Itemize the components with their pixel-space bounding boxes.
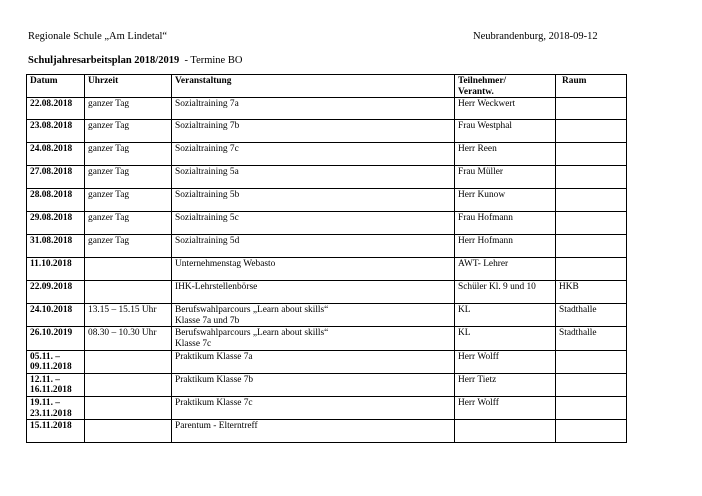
cell-raum <box>556 212 627 235</box>
title-main: Schuljahresarbeitsplan 2018/2019 <box>28 55 180 66</box>
cell-datum-line: 23.11.2018 <box>30 408 72 419</box>
cell-datum <box>27 98 85 120</box>
cell-teilnehmer <box>455 420 556 443</box>
cell-veranstaltung <box>172 304 455 327</box>
cell-raum <box>556 258 627 281</box>
cell-veranstaltung-line: Sozialtraining 7c <box>175 144 239 155</box>
column-header-raum: Raum <box>556 75 627 98</box>
cell-uhrzeit <box>85 350 172 373</box>
cell-raum <box>556 189 627 212</box>
cell-veranstaltung <box>172 120 455 143</box>
cell-uhrzeit <box>85 281 172 304</box>
cell-veranstaltung <box>172 143 455 166</box>
cell-veranstaltung <box>172 98 455 120</box>
table-row <box>27 189 627 212</box>
cell-veranstaltung <box>172 350 455 373</box>
cell-veranstaltung-line: Praktikum Klasse 7c <box>175 397 253 408</box>
cell-uhrzeit: ganzer Tag <box>85 166 172 189</box>
cell-datum-line: 11.10.2018 <box>30 259 72 270</box>
cell-teilnehmer: Herr Hofmann <box>455 235 556 258</box>
table-row <box>27 373 627 396</box>
table-row <box>27 304 627 327</box>
cell-uhrzeit: ganzer Tag <box>85 143 172 166</box>
cell-veranstaltung-line: Unternehmenstag Webasto <box>175 259 276 270</box>
cell-teilnehmer: Frau Müller <box>455 166 556 189</box>
cell-veranstaltung <box>172 327 455 350</box>
cell-raum <box>556 143 627 166</box>
table-row <box>27 258 627 281</box>
cell-uhrzeit: ganzer Tag <box>85 189 172 212</box>
cell-datum <box>27 327 85 350</box>
cell-veranstaltung-line: Sozialtraining 5d <box>175 236 240 247</box>
cell-datum <box>27 143 85 166</box>
cell-datum-line: 05.11. – <box>30 351 60 362</box>
cell-teilnehmer: Frau Westphal <box>455 120 556 143</box>
table-header-row <box>27 75 627 98</box>
cell-raum <box>556 373 627 396</box>
cell-uhrzeit: ganzer Tag <box>85 212 172 235</box>
cell-datum <box>27 120 85 143</box>
schedule-table <box>26 74 627 443</box>
table-row <box>27 281 627 304</box>
cell-datum <box>27 281 85 304</box>
cell-datum-line: 24.08.2018 <box>30 144 73 155</box>
cell-raum <box>556 120 627 143</box>
cell-datum <box>27 373 85 396</box>
cell-veranstaltung <box>172 373 455 396</box>
cell-datum-line: 29.08.2018 <box>30 213 73 224</box>
cell-teilnehmer: KL <box>455 327 556 350</box>
cell-teilnehmer: Herr Tietz <box>455 373 556 396</box>
table-row <box>27 235 627 258</box>
cell-datum-line: 22.08.2018 <box>30 99 73 110</box>
cell-datum <box>27 235 85 258</box>
cell-datum <box>27 212 85 235</box>
cell-veranstaltung <box>172 235 455 258</box>
cell-datum <box>27 304 85 327</box>
cell-veranstaltung-line: Sozialtraining 7b <box>175 121 240 132</box>
table-row <box>27 120 627 143</box>
cell-veranstaltung <box>172 258 455 281</box>
cell-veranstaltung-line: Klasse 7a und 7b <box>175 315 240 326</box>
cell-datum-line: 26.10.2019 <box>30 328 73 339</box>
cell-teilnehmer: Schüler Kl. 9 und 10 <box>455 281 556 304</box>
cell-veranstaltung <box>172 396 455 419</box>
table-row <box>27 327 627 350</box>
cell-veranstaltung <box>172 166 455 189</box>
cell-veranstaltung-line: Sozialtraining 5c <box>175 213 239 224</box>
table-body <box>27 98 627 443</box>
cell-datum <box>27 189 85 212</box>
cell-uhrzeit <box>85 373 172 396</box>
cell-teilnehmer: Herr Weckwert <box>455 98 556 120</box>
table-row <box>27 420 627 443</box>
cell-datum-line: 22.09.2018 <box>30 282 73 293</box>
cell-veranstaltung-line: Sozialtraining 7a <box>175 99 239 110</box>
column-header-teilnehmer-line1: Teilnehmer/ <box>458 76 507 86</box>
cell-raum <box>556 235 627 258</box>
cell-veranstaltung-line: Parentum - Elterntreff <box>175 421 258 432</box>
cell-teilnehmer: Herr Reen <box>455 143 556 166</box>
cell-veranstaltung-line: Sozialtraining 5b <box>175 190 240 201</box>
cell-datum-line: 23.08.2018 <box>30 121 73 132</box>
cell-raum <box>556 396 627 419</box>
cell-teilnehmer: AWT- Lehrer <box>455 258 556 281</box>
cell-veranstaltung-line: Berufswahlparcours „Learn about skills“ <box>175 305 329 316</box>
cell-teilnehmer: Herr Kunow <box>455 189 556 212</box>
title-suffix: - Termine BO <box>179 55 243 66</box>
cell-datum-line: 27.08.2018 <box>30 167 73 178</box>
cell-veranstaltung <box>172 189 455 212</box>
cell-datum-line: 12.11. – <box>30 374 60 385</box>
cell-uhrzeit <box>85 258 172 281</box>
cell-uhrzeit <box>85 396 172 419</box>
cell-datum-line: 15.11.2018 <box>30 421 72 432</box>
cell-datum-line: 28.08.2018 <box>30 190 73 201</box>
cell-datum <box>27 166 85 189</box>
table-row <box>27 396 627 419</box>
cell-raum: Stadthalle <box>556 304 627 327</box>
cell-raum: Stadthalle <box>556 327 627 350</box>
table-row <box>27 143 627 166</box>
cell-uhrzeit: ganzer Tag <box>85 98 172 120</box>
cell-datum-line: 16.11.2018 <box>30 385 72 396</box>
cell-datum-line: 09.11.2018 <box>30 362 72 373</box>
cell-veranstaltung-line: Praktikum Klasse 7b <box>175 374 254 385</box>
cell-veranstaltung-line: Berufswahlparcours „Learn about skills“ <box>175 328 329 339</box>
cell-uhrzeit: 13.15 – 15.15 Uhr <box>85 304 172 327</box>
cell-uhrzeit: ganzer Tag <box>85 120 172 143</box>
cell-datum-line: 19.11. – <box>30 397 60 408</box>
cell-uhrzeit: 08.30 – 10.30 Uhr <box>85 327 172 350</box>
cell-veranstaltung-line: Sozialtraining 5a <box>175 167 239 178</box>
table-row <box>27 98 627 120</box>
cell-raum: HKB <box>556 281 627 304</box>
cell-teilnehmer: KL <box>455 304 556 327</box>
cell-datum-line: 31.08.2018 <box>30 236 73 247</box>
document-title <box>28 55 242 66</box>
cell-raum <box>556 350 627 373</box>
cell-veranstaltung <box>172 212 455 235</box>
cell-raum <box>556 166 627 189</box>
school-name: Regionale Schule „Am Lindetal“ <box>28 31 168 42</box>
column-header-teilnehmer-line2: Verantw. <box>458 86 494 97</box>
cell-uhrzeit: ganzer Tag <box>85 235 172 258</box>
column-header-teilnehmer <box>455 75 556 98</box>
table-row <box>27 212 627 235</box>
column-header-veranstaltung: Veranstaltung <box>172 75 455 98</box>
cell-raum <box>556 420 627 443</box>
column-header-datum: Datum <box>27 75 85 98</box>
cell-veranstaltung-line: Praktikum Klasse 7a <box>175 351 253 362</box>
cell-datum <box>27 420 85 443</box>
cell-veranstaltung-line: IHK-Lehrstellenbörse <box>175 282 258 293</box>
table-row <box>27 350 627 373</box>
cell-teilnehmer: Herr Wolff <box>455 396 556 419</box>
cell-veranstaltung <box>172 281 455 304</box>
cell-uhrzeit <box>85 420 172 443</box>
table-row <box>27 166 627 189</box>
cell-datum-line: 24.10.2018 <box>30 305 73 316</box>
cell-teilnehmer: Herr Wolff <box>455 350 556 373</box>
cell-datum <box>27 396 85 419</box>
cell-veranstaltung <box>172 420 455 443</box>
place-date: Neubrandenburg, 2018-09-12 <box>473 31 598 42</box>
cell-datum <box>27 258 85 281</box>
cell-teilnehmer: Frau Hofmann <box>455 212 556 235</box>
column-header-uhrzeit: Uhrzeit <box>85 75 172 98</box>
cell-raum <box>556 98 627 120</box>
cell-datum <box>27 350 85 373</box>
cell-veranstaltung-line: Klasse 7c <box>175 338 212 349</box>
